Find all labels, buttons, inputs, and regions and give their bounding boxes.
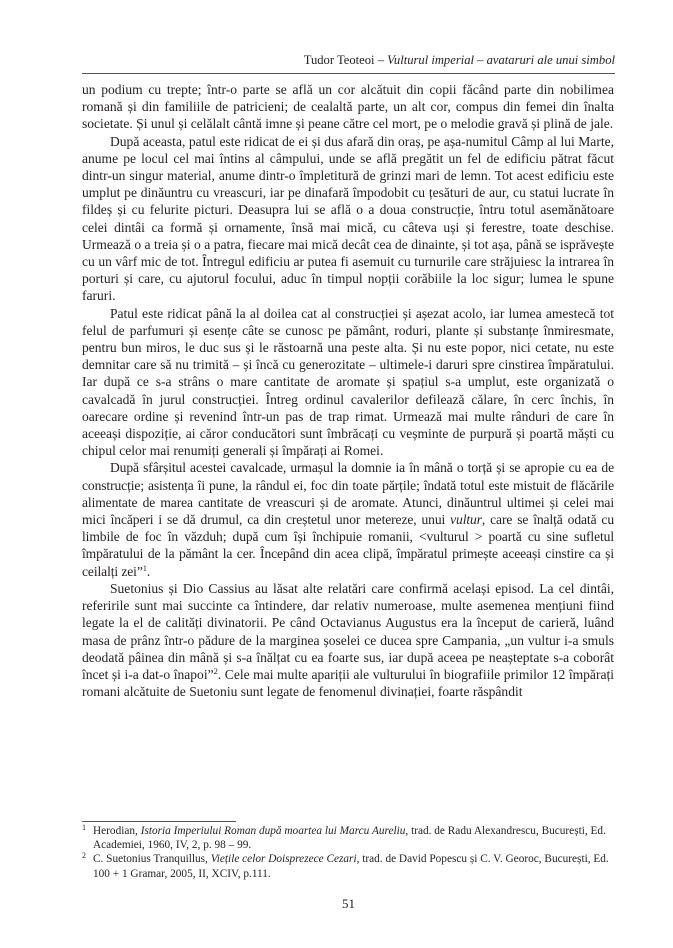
footnote-ref-2[interactable]: 2 [213,665,218,676]
paragraph-4 [82,459,614,579]
footnote-2-pre: C. Suetonius Tranquillus, [93,853,211,866]
paragraph-4-text-b: , care se înalță odată cu limbile de foc în văzduh; după cum își închipuie romanii, <vulturul > poartă cu sine sufletul împăratului de la pământ la cer. Începând din acea clipă, împăratul primește aceeași cinstire ca și ceilalți zei” [82,512,614,579]
footnote-2-title: Viețile celor Doisprezece Cezari, [210,853,360,866]
footnote-2-post: trad. de David Popescu și C. V. Georoc, București, Ed. 100 + 1 Gramar, 2005, II, XCIV, p.111. [93,853,609,880]
paragraph-5-text-a: Suetonius și Dio Cassius au lăsat alte relatări care confirmă același episod. La cel dintâi, referirile sunt mai succinte ca întindere, dar relativ numeroase, multe asemenea mențiuni fiind legate la el de calități divinatorii. Pe când Octavianus Augustus era la început de carieră, luând masa de prânz într-o pădure de la marginea șoselei ce ducea spre Campania, „un vultur i-a smuls deodată pâinea din mână și s-a înălțat cu ea foarte sus, iar după aceea pe neașteptate s-a coborât încet și i-a dat-o înapoi” [82,580,614,682]
running-header [82,52,615,68]
paragraph-2: După aceasta, patul este ridicat de ei și dus afară din oraș, pe așa-numitul Câmp al lui Marte, anume pe locul cel mai întins al câmpului, unde se află pregătit un fel de edificiu pătrat făcut dintr-un singur material, anume dintr-o împletitură de grinzi mari de lemn. Tot acest edificiu este umplut pe dinăuntru cu vreascuri, iar pe dinafară împodobit cu țesături de aur, cu statui lucrate în fildeș și cu felurite picturi. Deasupra lui se află o a doua construcție, întru totul asemănătoare celei dintâi ca formă și ornamente, însă mai mică, cu câteva uși și ferestre, toate deschise. Urmează o a treia și o a patra, fiecare mai mică decât cea de dinainte, și tot așa, până se isprăvește cu un vârf mic de tot. Întregul edificiu ar putea fi asemuit cu turnurile care străjuiesc la intrarea în porturi și care, cu ajutorul focului, aduc în timpul nopții corăbiile la loc sigur; lumea le spune faruri. [82,133,614,304]
body-text [82,81,614,700]
footnote-rule [82,821,236,822]
footnote-2: 2 C. Suetonius Tranquillus, Viețile celor Doisprezece Cezari, trad. de David Popescu și C. V. Georoc, București, Ed. 100 + 1 Gramar, 2005, II, XCIV, p.111. [82,851,609,880]
header-rule [82,73,615,74]
footnote-1: 1 Herodian, Istoria Imperiului Roman după moartea lui Marcu Aureliu, trad. de Radu Alexandrescu, București, Ed. Academiei, 1960, IV, 2, p. 98 – 99. [82,823,606,852]
page-number: 51 [342,896,355,911]
footnote-ref-1[interactable]: 1 [142,562,147,573]
header-author: Tudor Teoteoi [303,53,375,67]
paragraph-4-emphasis: vultur [450,512,482,528]
paragraph-1: un podium cu trepte; într-o parte se află un cor alcătuit din copii făcând parte din nobilimea romană și din familiile de patricieni; de cealaltă parte, un alt cor, compus din femei din înalta societate. Și unul și celălalt cântă imne și peane către cel mort, pe o melodie gravă și plină de jale. [82,82,614,132]
footnotes [82,824,614,881]
paragraph-5 [82,580,614,700]
header-title: Vulturul imperial – avataruri ale unui simbol [387,53,615,67]
footnote-1-title: Istoria Imperiului Roman după moartea lui Marcu Aureliu, [140,825,409,837]
paragraph-4-text-a: După sfârșitul acestei cavalcade, urmașul la domnie ia în mână o torță și se apropie cu ea de construcție; asistența îi pune, la rândul ei, foc din toate părțile; îndată totul este mistuit de flăcările alimentate de marea cantitate de vreascuri și de aromate. Atunci, dinăuntrul ultimei și celei mai mici încăperi i se dă drumul, ca din creștetul unor metereze, unui [82,460,614,528]
header-separator: – [374,53,388,67]
paragraph-5-text-b: . Cele mai multe apariții ale vulturului în biografiile primilor 12 împărați romani alcătuite de Suetoniu sunt legate de fenomenul divinației, foarte răspândit [82,666,614,700]
footnote-1-post: trad. de Radu Alexandrescu, București, Ed. Academiei, 1960, IV, 2, p. 98 – 99. [93,825,606,852]
paragraph-3: Patul este ridicat până la al doilea cat al construcției și așezat acolo, iar lumea amestecă tot felul de parfumuri și esențe câte se cunosc pe pământ, roduri, plante și substanțe înmiresmate, pentru bun miros, le duc sus și le răstoarnă una peste alta. Și nu este popor, nici cetate, nu este demnitar care să nu trimită – și încă cu generozitate – ultimele-i daruri spre cinstirea împăratului. Iar după ce s-a strâns o mare cantitate de aromate și spațiul s-a umplut, este organizată o cavalcadă în jurul construcției. Întreg ordinul cavalerilor defilează călare, în cerc închis, în oarecare ordine și revenind într-un pas de trap rimat. Urmează mai multe rânduri de care în aceeași dispoziție, ai căror conducători sunt îmbrăcați cu veșminte de purpură și poartă măști cu chipul celor mai renumiți generali și împărați ai Romei. [82,305,614,459]
paragraph-4-end: . [146,563,151,579]
footnote-1-pre: Herodian, [93,825,141,837]
